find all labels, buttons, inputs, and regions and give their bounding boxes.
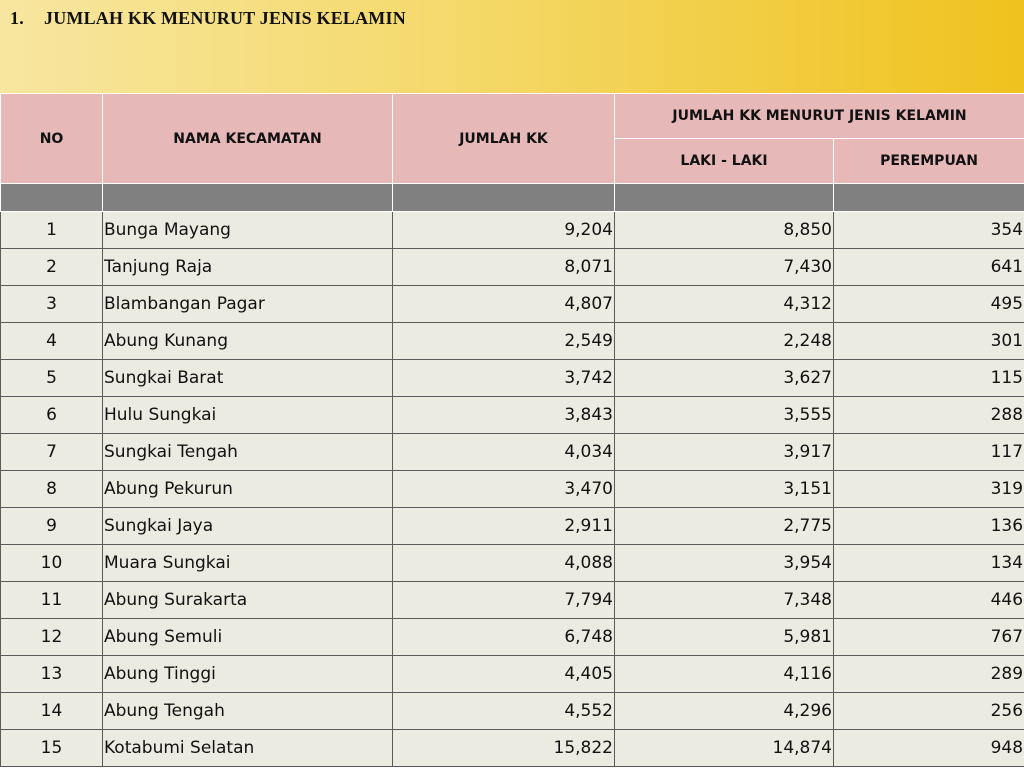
cell-laki: 3,555 <box>615 397 834 434</box>
cell-jumlah: 15,822 <box>393 730 615 767</box>
cell-no: 10 <box>1 545 103 582</box>
spacer-cell <box>615 184 834 212</box>
cell-nama: Abung Pekurun <box>103 471 393 508</box>
cell-perempuan: 134 <box>834 545 1024 582</box>
cell-nama: Muara Sungkai <box>103 545 393 582</box>
header-row-1 <box>1 94 1024 139</box>
title-bar <box>0 0 1024 93</box>
cell-perempuan: 319 <box>834 471 1024 508</box>
cell-jumlah: 7,794 <box>393 582 615 619</box>
title-number: 1. <box>10 8 24 28</box>
cell-no: 11 <box>1 582 103 619</box>
cell-nama: Abung Kunang <box>103 323 393 360</box>
cell-laki: 3,954 <box>615 545 834 582</box>
header-spacer-row <box>1 184 1024 212</box>
cell-laki: 8,850 <box>615 212 834 249</box>
cell-jumlah: 4,034 <box>393 434 615 471</box>
cell-laki: 14,874 <box>615 730 834 767</box>
cell-jumlah: 4,405 <box>393 656 615 693</box>
cell-nama: Abung Semuli <box>103 619 393 656</box>
cell-jumlah: 3,843 <box>393 397 615 434</box>
cell-nama: Abung Surakarta <box>103 582 393 619</box>
cell-perempuan: 495 <box>834 286 1024 323</box>
table-row <box>1 471 1024 508</box>
cell-perempuan: 767 <box>834 619 1024 656</box>
cell-perempuan: 115 <box>834 360 1024 397</box>
cell-nama: Sungkai Tengah <box>103 434 393 471</box>
table-row <box>1 397 1024 434</box>
page-title <box>10 8 406 29</box>
cell-no: 2 <box>1 249 103 286</box>
table-row <box>1 286 1024 323</box>
cell-perempuan: 256 <box>834 693 1024 730</box>
cell-no: 4 <box>1 323 103 360</box>
cell-jumlah: 2,549 <box>393 323 615 360</box>
cell-no: 6 <box>1 397 103 434</box>
header-jumlah-kk: JUMLAH KK <box>393 94 615 184</box>
cell-jumlah: 9,204 <box>393 212 615 249</box>
cell-no: 1 <box>1 212 103 249</box>
cell-perempuan: 288 <box>834 397 1024 434</box>
header-perempuan: PEREMPUAN <box>834 139 1024 184</box>
cell-perempuan: 136 <box>834 508 1024 545</box>
cell-no: 3 <box>1 286 103 323</box>
cell-jumlah: 6,748 <box>393 619 615 656</box>
cell-jumlah: 3,470 <box>393 471 615 508</box>
cell-perempuan: 117 <box>834 434 1024 471</box>
table-row <box>1 212 1024 249</box>
cell-jumlah: 4,807 <box>393 286 615 323</box>
cell-nama: Hulu Sungkai <box>103 397 393 434</box>
table-row <box>1 619 1024 656</box>
cell-jumlah: 4,088 <box>393 545 615 582</box>
cell-jumlah: 8,071 <box>393 249 615 286</box>
header-laki-laki: LAKI - LAKI <box>615 139 834 184</box>
cell-laki: 3,151 <box>615 471 834 508</box>
header-no: NO <box>1 94 103 184</box>
cell-nama: Blambangan Pagar <box>103 286 393 323</box>
cell-laki: 2,248 <box>615 323 834 360</box>
table-row <box>1 249 1024 286</box>
cell-jumlah: 4,552 <box>393 693 615 730</box>
cell-no: 15 <box>1 730 103 767</box>
cell-jumlah: 3,742 <box>393 360 615 397</box>
header-group-jenis-kelamin: JUMLAH KK MENURUT JENIS KELAMIN <box>615 94 1024 139</box>
cell-no: 9 <box>1 508 103 545</box>
cell-laki: 3,917 <box>615 434 834 471</box>
cell-laki: 2,775 <box>615 508 834 545</box>
cell-perempuan: 446 <box>834 582 1024 619</box>
cell-laki: 4,116 <box>615 656 834 693</box>
cell-laki: 7,348 <box>615 582 834 619</box>
table-row <box>1 693 1024 730</box>
cell-nama: Abung Tinggi <box>103 656 393 693</box>
cell-laki: 7,430 <box>615 249 834 286</box>
header-nama-kecamatan: NAMA KECAMATAN <box>103 94 393 184</box>
cell-no: 13 <box>1 656 103 693</box>
spacer-cell <box>393 184 615 212</box>
table-row <box>1 545 1024 582</box>
cell-no: 12 <box>1 619 103 656</box>
cell-perempuan: 354 <box>834 212 1024 249</box>
cell-no: 5 <box>1 360 103 397</box>
cell-nama: Tanjung Raja <box>103 249 393 286</box>
cell-no: 7 <box>1 434 103 471</box>
table-row <box>1 656 1024 693</box>
title-text: JUMLAH KK MENURUT JENIS KELAMIN <box>44 8 406 28</box>
table-body <box>1 212 1024 767</box>
table-row <box>1 508 1024 545</box>
cell-jumlah: 2,911 <box>393 508 615 545</box>
cell-nama: Bunga Mayang <box>103 212 393 249</box>
spacer-cell <box>834 184 1024 212</box>
cell-perempuan: 948 <box>834 730 1024 767</box>
table-row <box>1 582 1024 619</box>
table-row <box>1 323 1024 360</box>
cell-laki: 5,981 <box>615 619 834 656</box>
spacer-cell <box>103 184 393 212</box>
table-row <box>1 730 1024 767</box>
table-row <box>1 360 1024 397</box>
cell-no: 8 <box>1 471 103 508</box>
table-row <box>1 434 1024 471</box>
cell-nama: Kotabumi Selatan <box>103 730 393 767</box>
cell-nama: Sungkai Barat <box>103 360 393 397</box>
spacer-cell <box>1 184 103 212</box>
cell-perempuan: 289 <box>834 656 1024 693</box>
cell-nama: Abung Tengah <box>103 693 393 730</box>
cell-no: 14 <box>1 693 103 730</box>
kk-table <box>0 93 1024 767</box>
cell-perempuan: 301 <box>834 323 1024 360</box>
cell-laki: 4,296 <box>615 693 834 730</box>
cell-nama: Sungkai Jaya <box>103 508 393 545</box>
cell-laki: 3,627 <box>615 360 834 397</box>
cell-laki: 4,312 <box>615 286 834 323</box>
cell-perempuan: 641 <box>834 249 1024 286</box>
